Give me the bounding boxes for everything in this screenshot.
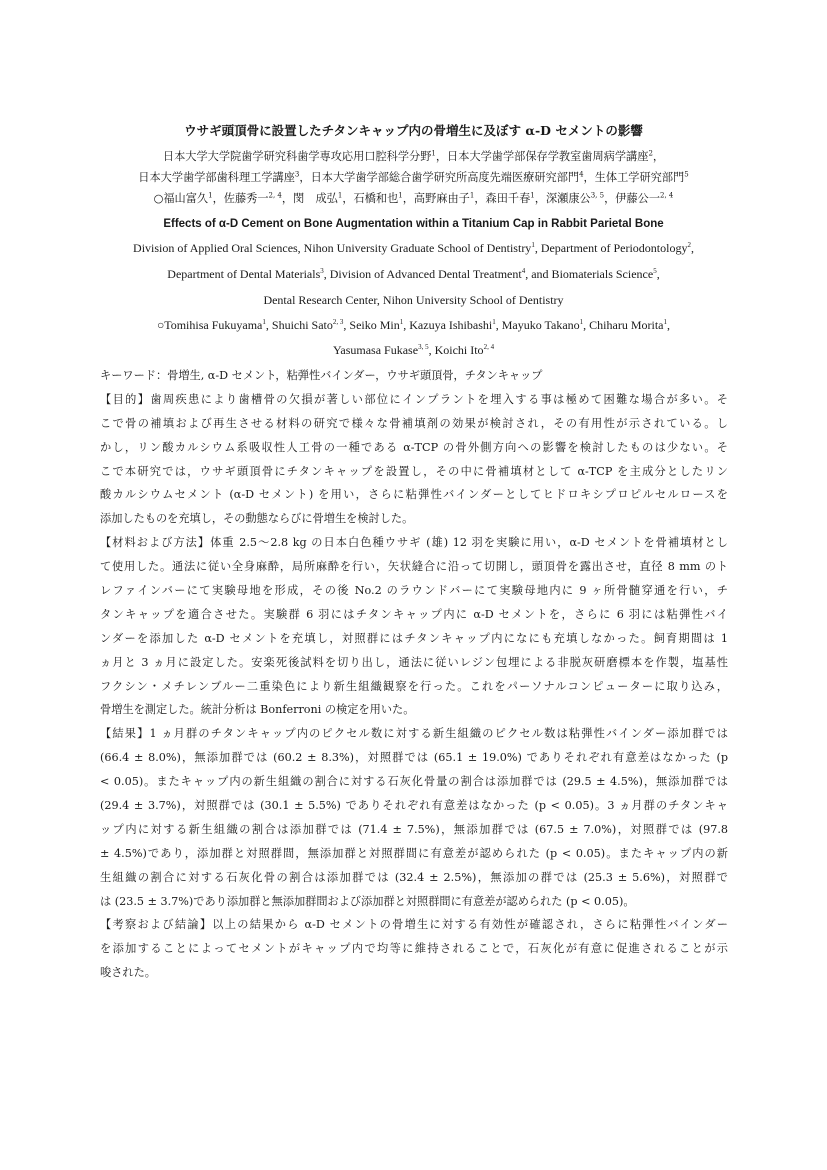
- body-line: 添加したものを充填し，その動態ならびに骨増生を検討した。: [100, 512, 414, 526]
- body-line: 【材料および方法】体重 2.5〜2.8 kg の日本白色種ウサギ (雄) 12 羽を実験に用い，α-D セメントを骨補填材とし: [100, 536, 728, 550]
- body-line: レファインバーにて実験母地を形成，その後 No.2 のラウンドバーにて実験母地内に 9 ヶ所骨髄穿通を行い，チ: [100, 584, 728, 598]
- body-line: タンキャップを適合させた。実験群 6 羽にはチタンキャップ内に α-D セメントを，さらに 6 羽には粘弾性バイ: [100, 607, 728, 621]
- body-line: こで骨の補填および再生させる材料の研究で様々な骨補填剤の効果が検討され，その有用性が示されている。し: [100, 416, 728, 430]
- body-line: 【考察および結論】以上の結果から α-D セメントの骨増生に対する有効性が確認され，さらに粘弾性バインダー: [100, 918, 728, 932]
- title-japanese: ウサギ頭頂骨に設置したチタンキャップ内の骨増生に及ぼす α-D セメントの影響: [184, 123, 643, 138]
- body-line: 骨増生を測定した。統計分析は Bonferroni の検定を用いた。: [100, 703, 415, 717]
- body-line: て使用した。通法に従い全身麻酔，局所麻酔を行い，矢状縫合に沿って切開し，頭頂骨を露出させ，直径 8 mm のト: [100, 560, 728, 574]
- body-line: ップ内に対する新生組織の割合は添加群では (71.4 ± 7.5%)，無添加群では (67.5 ± 7.0%)，対照群では (97.8: [100, 822, 728, 836]
- body-line: こで本研究では，ウサギ頭頂骨にチタンキャップを設置し，その中に骨補填材として α-TCP を主成分としたリン: [100, 464, 728, 478]
- body-line: ± 4.5%)であり，添加群と対照群間，無添加群と対照群間に有意差が認められた (p < 0.05)。またキャップ内の新: [100, 846, 728, 860]
- affiliation-en-line-1: Division of Applied Oral Sciences, Nihon University Graduate School of Dentistry$^1$, Department of Periodontology$^2$,: [133, 241, 694, 255]
- body-line: 酸カルシウムセメント (α-D セメント) を用い，さらに粘弾性バインダーとしてヒドロキシプロピルセルロースを: [100, 488, 728, 502]
- title-english: Effects of α-D Cement on Bone Augmentation within a Titanium Cap in Rabbit Parietal Bone: [163, 218, 664, 230]
- body-line: 【結果】1 ヵ月群のチタンキャップ内のピクセル数に対する新生組織のピクセル数は粘弾性バインダー添加群では: [100, 727, 728, 741]
- body-line: 生組織の割合に対する石灰化骨の割合は添加群では (32.4 ± 2.5%)，無添加の群では (25.3 ± 5.6%)，対照群で: [100, 870, 728, 884]
- keywords: キーワード：骨増生, α-D セメント，粘弾性バインダー，ウサギ頭頂骨，チタンキャップ: [100, 369, 543, 382]
- body-line: (29.4 ± 3.7%)，対照群では (30.1 ± 5.5%) でありそれぞれ有意差はなかった (p < 0.05)。3 ヵ月群のチタンキャ: [100, 799, 728, 813]
- affiliation-jp-line-2: 日本大学歯学部歯科理工学講座$^3$，日本大学歯学部総合歯学研究所高度先端医療研究部門$^4$，生体工学研究部門$^5$: [138, 170, 689, 184]
- authors-english-line-2: Yasumasa Fukase$^{3, 5}$, Koichi Ito$^{2, 4}$: [332, 343, 495, 357]
- body-line: 唆された。: [100, 966, 156, 980]
- abstract-body: [100, 364, 728, 985]
- body-line: を添加することによってセメントがキャップ内で均等に維持されることで，石灰化が有意に促進されることが示: [100, 942, 728, 956]
- body-line: 【目的】歯周疾患により歯槽骨の欠損が著しい部位にインプラントを埋入する事は極めて困難な場合が多い。そ: [100, 392, 728, 406]
- body-line: フクシン・メチレンブルー二重染色により新生組織観察を行った。これをパーソナルコンピューターに取り込み，: [100, 679, 728, 693]
- body-line: かし，リン酸カルシウム系吸収性人工骨の一種である α-TCP の骨外側方向への影響を検討したものは少ない。そ: [100, 440, 728, 454]
- body-line: ンダーを添加した α-D セメントを充填し，対照群にはチタンキャップ内になにも充填しなかった。飼育期間は 1: [100, 631, 728, 645]
- body-line: ヵ月と 3 ヵ月に設定した。安楽死後試料を切り出し，通法に従いレジン包埋による非脱灰研磨標本を作製，塩基性: [100, 655, 728, 669]
- authors-english-line-1: ○Tomihisa Fukuyama$^1$, Shuichi Sato$^{2, 3}$, Seiko Min$^1$, Kazuya Ishibashi$^1$, Mayuko Takano$^1$, Chiharu Morita$^1$,: [156, 318, 670, 332]
- authors-japanese: ○福山富久$^1$，佐藤秀一$^{2, 4}$，閔 成弘$^1$，石橋和也$^1$，高野麻由子$^1$，森田千春$^1$，深瀬康公$^{3, 5}$，伊藤公一$^{2, 4}$: [153, 191, 674, 205]
- body-line: < 0.05)。またキャップ内の新生組織の割合に対する石灰化骨量の割合は添加群では (29.5 ± 4.5%)，無添加群では: [100, 775, 728, 789]
- body-line: (66.4 ± 8.0%)，無添加群では (60.2 ± 8.3%)，対照群では (65.1 ± 19.0%) でありそれぞれ有意差はなかった (p: [100, 751, 728, 765]
- affiliation-jp-line-1: 日本大学大学院歯学研究科歯学専攻応用口腔科学分野$^1$，日本大学歯学部保存学教室歯周病学講座$^2$，: [162, 149, 665, 163]
- affiliation-en-line-3: Dental Research Center, Nihon University School of Dentistry: [263, 293, 564, 307]
- affiliation-en-line-2: Department of Dental Materials$^3$, Division of Advanced Dental Treatment$^4$, and Biomaterials Science$^5$,: [167, 267, 660, 281]
- body-line: は (23.5 ± 3.7%)であり添加群と無添加群間および添加群と対照群間に有意差が認められた (p < 0.05)。: [100, 894, 635, 908]
